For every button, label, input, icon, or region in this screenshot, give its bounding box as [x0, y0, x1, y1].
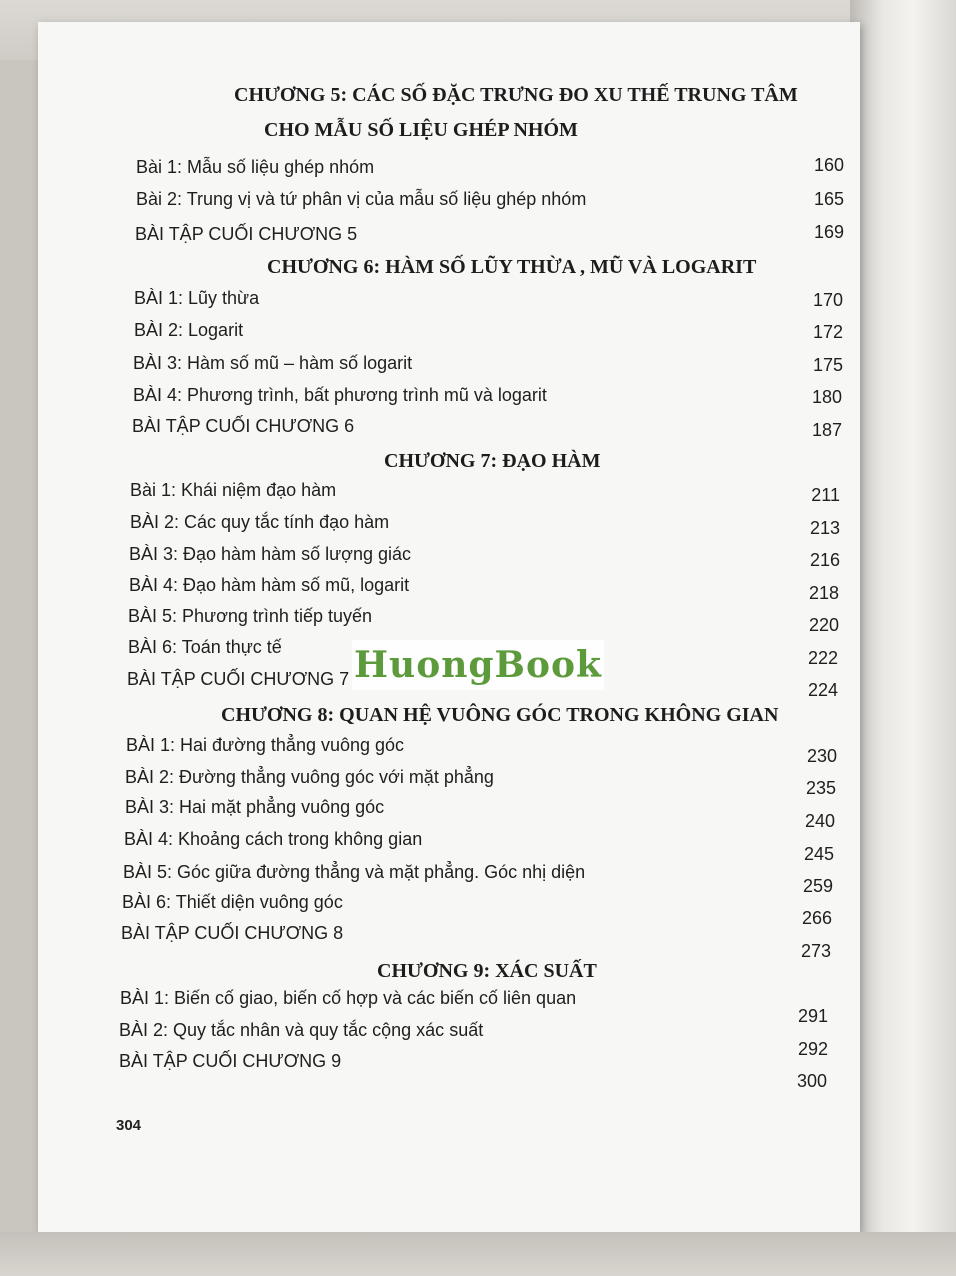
toc-entry-page: 175 [812, 355, 843, 375]
toc-entry-page: 300 [796, 1071, 827, 1091]
page-number: 304 [116, 1117, 142, 1134]
toc-entry-page: 240 [804, 811, 835, 831]
toc-entry-label: BÀI 5: Phương trình tiếp tuyến [128, 606, 372, 626]
table-surface [0, 1232, 956, 1276]
toc-entry-page: 222 [807, 648, 838, 668]
toc-entry-label: BÀI 2: Đường thẳng vuông góc với mặt phẳng [125, 767, 494, 787]
toc-entry-page: 187 [811, 420, 842, 440]
toc-entry-page: 266 [801, 908, 832, 928]
toc-entry-page: 211 [811, 485, 840, 505]
toc-entry-label: BÀI 6: Toán thực tế [128, 637, 282, 657]
toc-entry-label: BÀI TẬP CUỐI CHƯƠNG 9 [119, 1051, 342, 1071]
toc-entry-page: 230 [806, 746, 837, 766]
toc-entry-label: BÀI 3: Hai mặt phẳng vuông góc [125, 797, 385, 817]
watermark-logo: HuongBook [352, 640, 604, 690]
toc-entry-label: BÀI 1: Biến cố giao, biến cố hợp và các biến cố liên quan [120, 988, 577, 1008]
toc-entry-page: 259 [802, 876, 833, 896]
toc-entry-label: Bài 1: Khái niệm đạo hàm [130, 480, 337, 500]
chapter-6-title: CHƯƠNG 6: HÀM SỐ LŨY THỪA , MŨ VÀ LOGARIT [267, 256, 757, 278]
toc-entry-page: 170 [812, 290, 843, 310]
toc-entry-label: BÀI 2: Logarit [134, 320, 244, 340]
toc-entry-label: BÀI 2: Quy tắc nhân và quy tắc cộng xác suất [119, 1020, 484, 1040]
toc-entry-label: BÀI TẬP CUỐI CHƯƠNG 6 [132, 416, 355, 436]
toc-entry-page: 235 [805, 778, 836, 798]
toc-entry-page: 220 [808, 615, 839, 635]
toc-entry-label: BÀI TẬP CUỐI CHƯƠNG 8 [121, 923, 344, 943]
toc-entry-label: BÀI 3: Đạo hàm hàm số lượng giác [129, 544, 411, 564]
next-page-edge [850, 0, 956, 1276]
toc-entry-label: BÀI 2: Các quy tắc tính đạo hàm [130, 512, 390, 532]
toc-entry-page: 165 [813, 189, 844, 209]
toc-entry-page: 218 [808, 583, 839, 603]
toc-entry-page: 245 [803, 844, 834, 864]
toc-entry-label: BÀI 3: Hàm số mũ – hàm số logarit [133, 353, 413, 373]
toc-entry-label: BÀI 4: Phương trình, bất phương trình mũ và logarit [133, 385, 547, 405]
toc-entry-page: 169 [813, 222, 844, 242]
toc-entry-page: 292 [797, 1039, 828, 1059]
toc-entry-label: BÀI 4: Đạo hàm hàm số mũ, logarit [129, 575, 410, 595]
chapter-7-title: CHƯƠNG 7: ĐẠO HÀM [384, 450, 601, 472]
toc-entry-label: BÀI 5: Góc giữa đường thẳng và mặt phẳng. Góc nhị diện [123, 862, 586, 882]
toc-entry-label: BÀI 4: Khoảng cách trong không gian [124, 829, 423, 849]
toc-entry-label: BÀI 1: Hai đường thẳng vuông góc [126, 735, 405, 755]
toc-entry-label: Bài 1: Mẫu số liệu ghép nhóm [136, 157, 375, 177]
toc-entry-label: BÀI 1: Lũy thừa [134, 288, 260, 308]
toc-entry-page: 213 [809, 518, 840, 538]
toc-entry-label: BÀI TẬP CUỐI CHƯƠNG 5 [135, 224, 358, 244]
toc-entry-page: 180 [811, 387, 842, 407]
toc-entry-page: 273 [800, 941, 831, 961]
chapter-5-title-line-2: CHO MẪU SỐ LIỆU GHÉP NHÓM [264, 119, 578, 141]
toc-entry-label: Bài 2: Trung vị và tứ phân vị của mẫu số liệu ghép nhóm [136, 189, 587, 209]
toc-entry-page: 291 [797, 1006, 828, 1026]
toc-entry-label: BÀI 6: Thiết diện vuông góc [122, 892, 343, 912]
toc-entry-page: 216 [809, 550, 840, 570]
toc-entry-page: 224 [807, 680, 838, 700]
toc-entry-label: BÀI TẬP CUỐI CHƯƠNG 7 [127, 669, 350, 689]
chapter-8-title: CHƯƠNG 8: QUAN HỆ VUÔNG GÓC TRONG KHÔNG GIAN [221, 704, 779, 726]
chapter-5-title-line-1: CHƯƠNG 5: CÁC SỐ ĐẶC TRƯNG ĐO XU THẾ TRUNG TÂM [234, 84, 798, 106]
toc-entry-page: 172 [812, 322, 843, 342]
chapter-9-title: CHƯƠNG 9: XÁC SUẤT [377, 960, 597, 982]
toc-entry-page: 160 [813, 155, 844, 175]
